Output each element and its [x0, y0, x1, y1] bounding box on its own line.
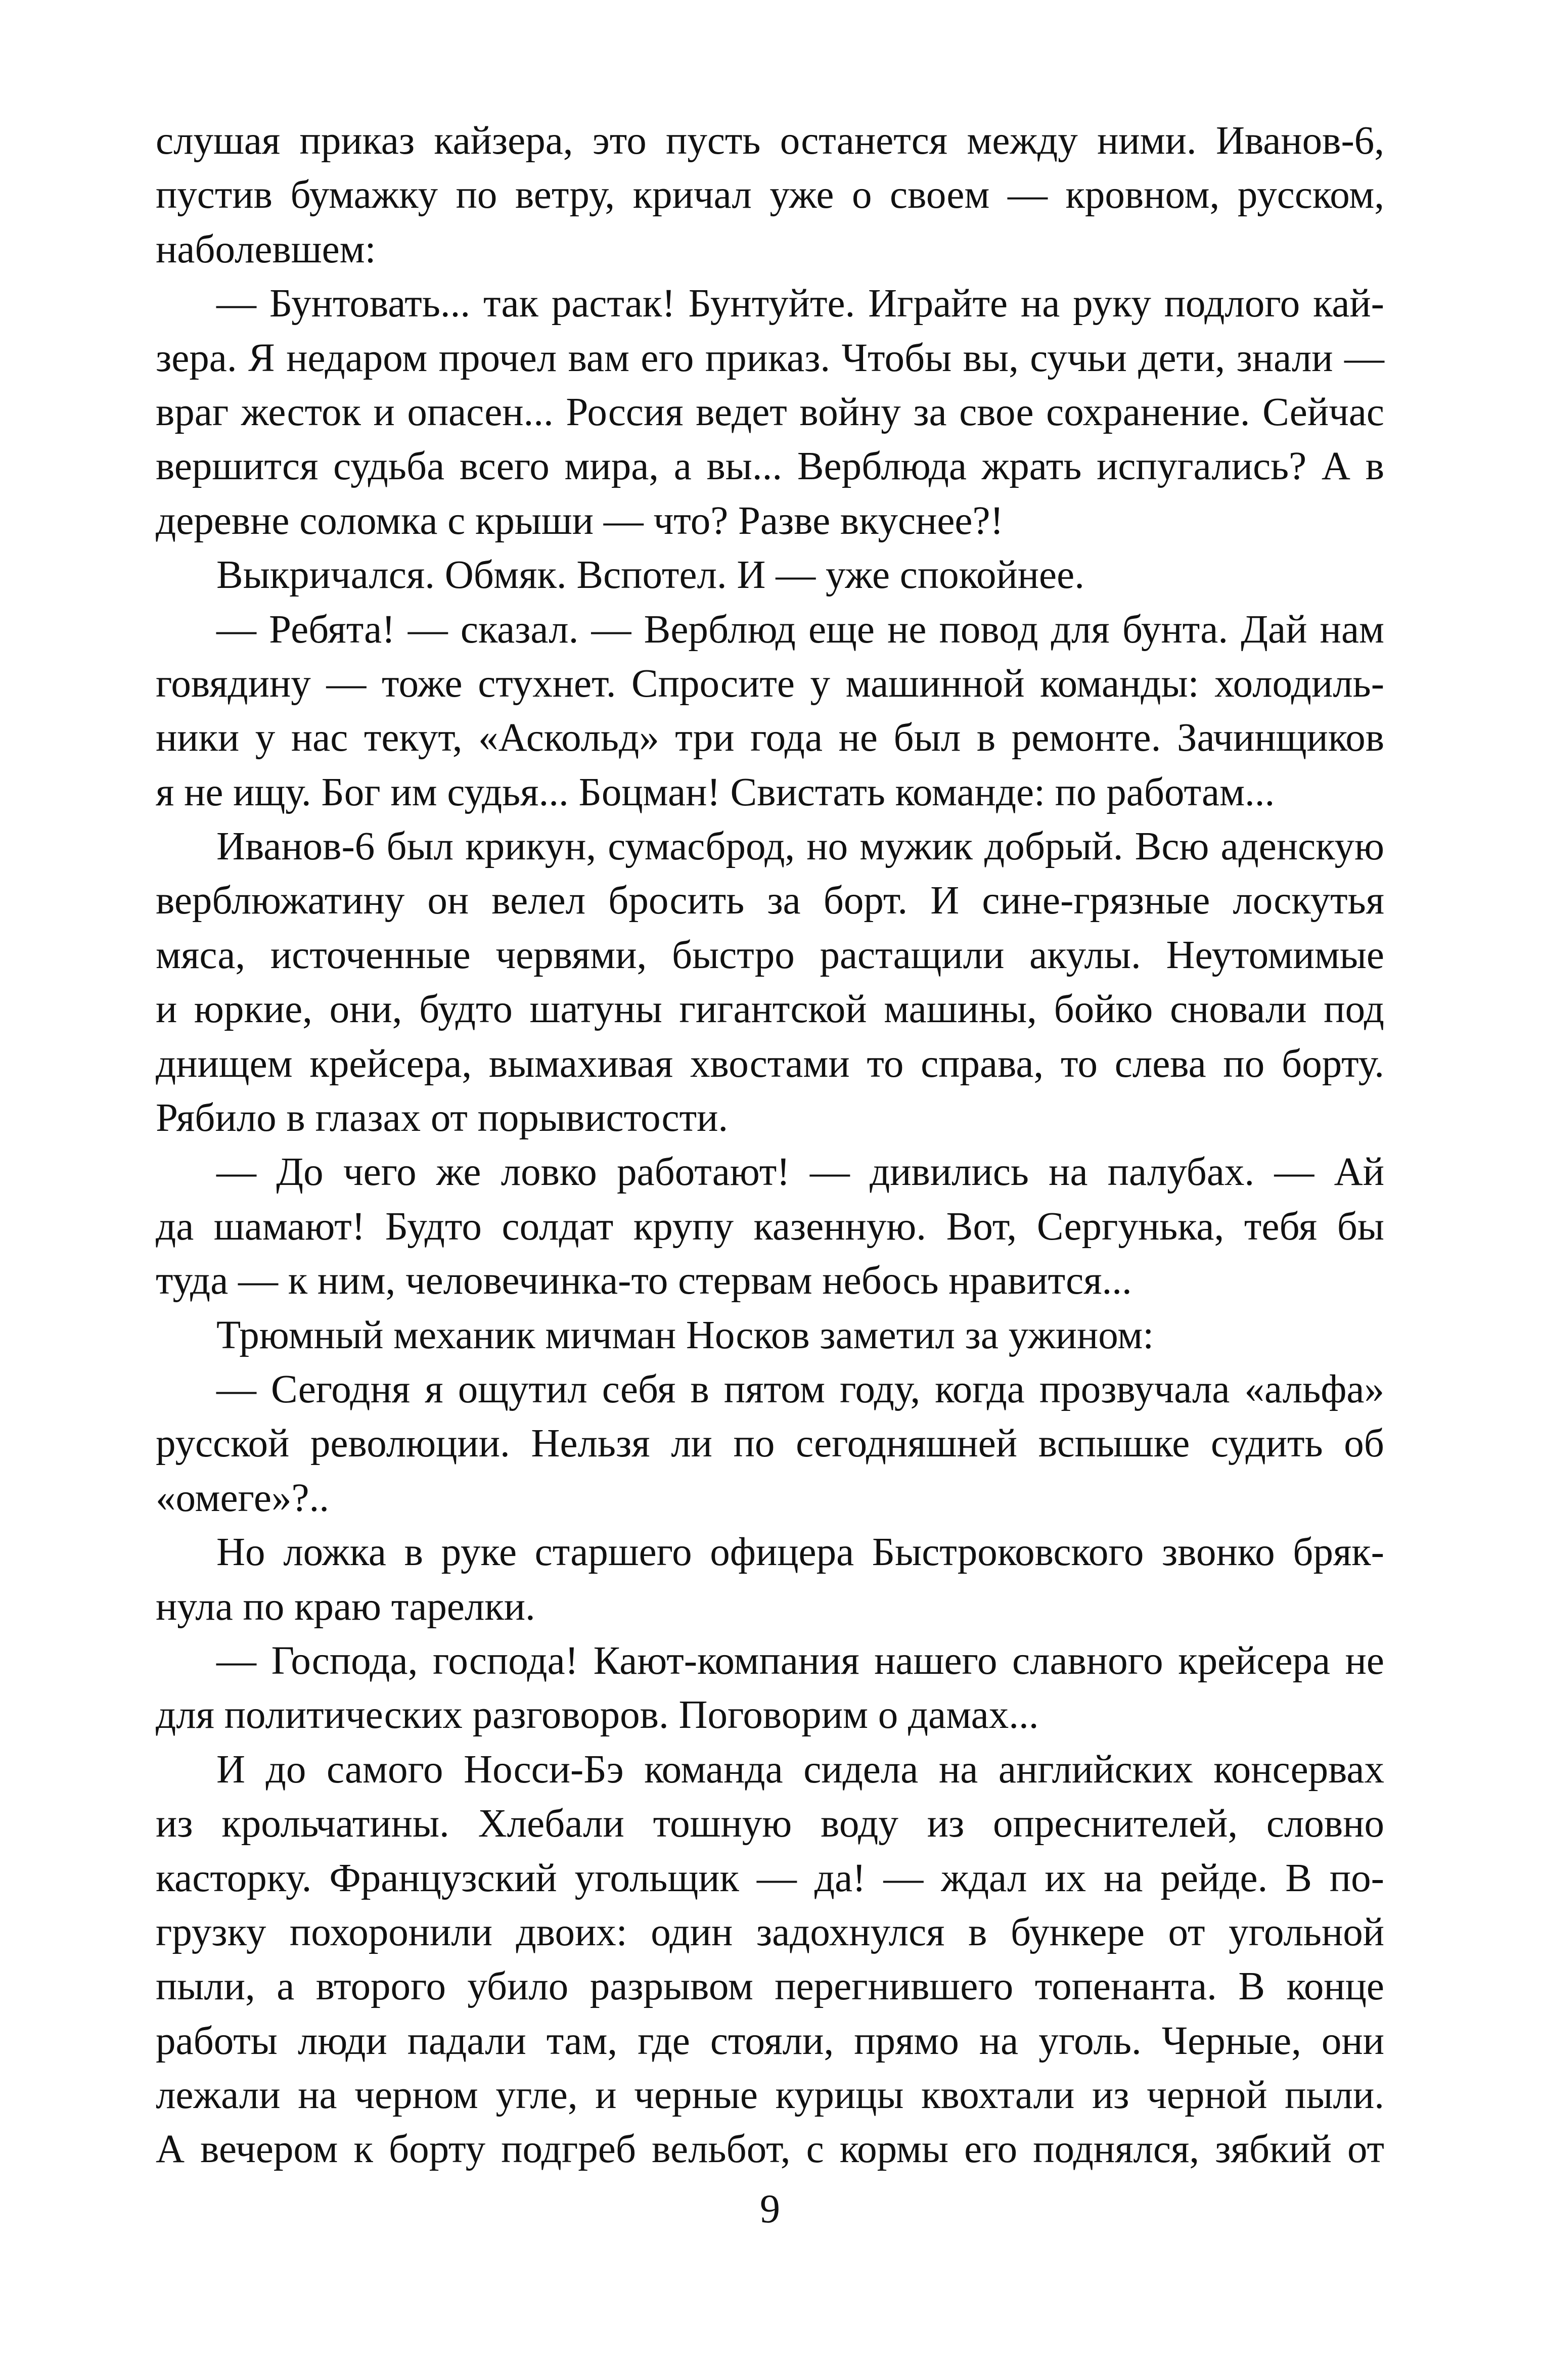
text-line: И до самого Носси-Бэ команда сидела на английских консервах — [216, 1747, 1384, 1792]
text-line: я не ищу. Бог им судья... Боцман! Свистать команде: по работам... — [156, 770, 1275, 814]
text-line: да шамают! Будто солдат крупу казенную. Вот, Сергунька, тебя бы — [156, 1204, 1384, 1249]
text-line: нула по краю тарелки. — [156, 1584, 535, 1629]
text-line: слушая приказ кайзера, это пусть останется между ними. Иванов-6, — [156, 119, 1384, 163]
text-line: лежали на черном угле, и черные курицы квохтали из черной пыли. — [156, 2073, 1384, 2118]
text-line: для политических разговоров. Поговорим о дамах... — [156, 1693, 1039, 1737]
text-line: русской революции. Нельзя ли по сегодняшней вспышке судить об — [156, 1422, 1384, 1466]
text-line: — Ребята! — сказал. — Верблюд еще не повод для бунта. Дай нам — [216, 607, 1384, 652]
text-line: Трюмный механик мичман Носков заметил за ужином: — [216, 1313, 1154, 1357]
text-line: из крольчатины. Хлебали тошную воду из опреснителей, словно — [156, 1802, 1384, 1846]
body-text — [156, 114, 1384, 2177]
text-line: вершится судьба всего мира, а вы... Верблюда жрать испугались? А в — [156, 444, 1384, 489]
text-line: пустив бумажку по ветру, кричал уже о своем — кровном, русском, — [156, 173, 1384, 217]
text-line: — До чего же ловко работают! — дивились на палубах. — Ай — [216, 1150, 1384, 1195]
text-line: ники у нас текут, «Аскольд» три года не был в ремонте. Зачинщиков — [156, 716, 1384, 760]
text-line: днищем крейсера, вымахивая хвостами то справа, то слева по борту. — [156, 1041, 1384, 1086]
text-line: А вечером к борту подгреб вельбот, с кормы его поднялся, зябкий от — [156, 2127, 1384, 2172]
text-line: туда — к ним, человечинка-то стервам небось нравится... — [156, 1259, 1132, 1303]
text-line: грузку похоронили двоих: один задохнулся в бункере от угольной — [156, 1910, 1384, 1954]
text-line: Выкричался. Обмяк. Вспотел. И — уже спокойнее. — [216, 553, 1084, 598]
text-line: говядину — тоже стухнет. Спросите у машинной команды: холодиль- — [156, 661, 1384, 706]
text-line: деревне соломка с крыши — что? Разве вкуснее?! — [156, 498, 1004, 543]
text-line: — Сегодня я ощутил себя в пятом году, когда прозвучала «альфа» — [216, 1367, 1384, 1411]
text-line: «омеге»?.. — [156, 1476, 330, 1520]
text-line: пыли, а второго убило разрывом перегнившего топенанта. В конце — [156, 1964, 1384, 2009]
text-line: враг жесток и опасен... Россия ведет войну за свое сохранение. Сейчас — [156, 390, 1384, 434]
text-line: и юркие, они, будто шатуны гигантской машины, бойко сновали под — [156, 987, 1384, 1032]
text-line: касторку. Французский угольщик — да! — ждал их на рейде. В по- — [156, 1856, 1384, 1900]
text-line: Рябило в глазах от порывистости. — [156, 1096, 729, 1140]
text-line: верблюжатину он велел бросить за борт. И сине-грязные лоскутья — [156, 879, 1384, 923]
text-line: Но ложка в руке старшего офицера Быстроковского звонко бряк- — [216, 1530, 1384, 1575]
text-line: Иванов-6 был крикун, сумасброд, но мужик добрый. Всю аденскую — [216, 825, 1384, 869]
text-line: мяса, источенные червями, быстро растащили акулы. Неутомимые — [156, 933, 1384, 977]
page-number: 9 — [760, 2187, 780, 2231]
text-line: наболевшем: — [156, 227, 376, 271]
text-line: — Господа, господа! Кают-компания нашего славного крейсера не — [216, 1638, 1384, 1683]
text-line: — Бунтовать... так растак! Бунтуйте. Играйте на руку подлого кай- — [216, 282, 1384, 326]
text-line: работы люди падали там, где стояли, прямо на уголь. Черные, они — [156, 2019, 1384, 2063]
text-line: зера. Я недаром прочел вам его приказ. Чтобы вы, сучьи дети, знали — — [156, 336, 1384, 380]
book-page — [156, 114, 1384, 2313]
